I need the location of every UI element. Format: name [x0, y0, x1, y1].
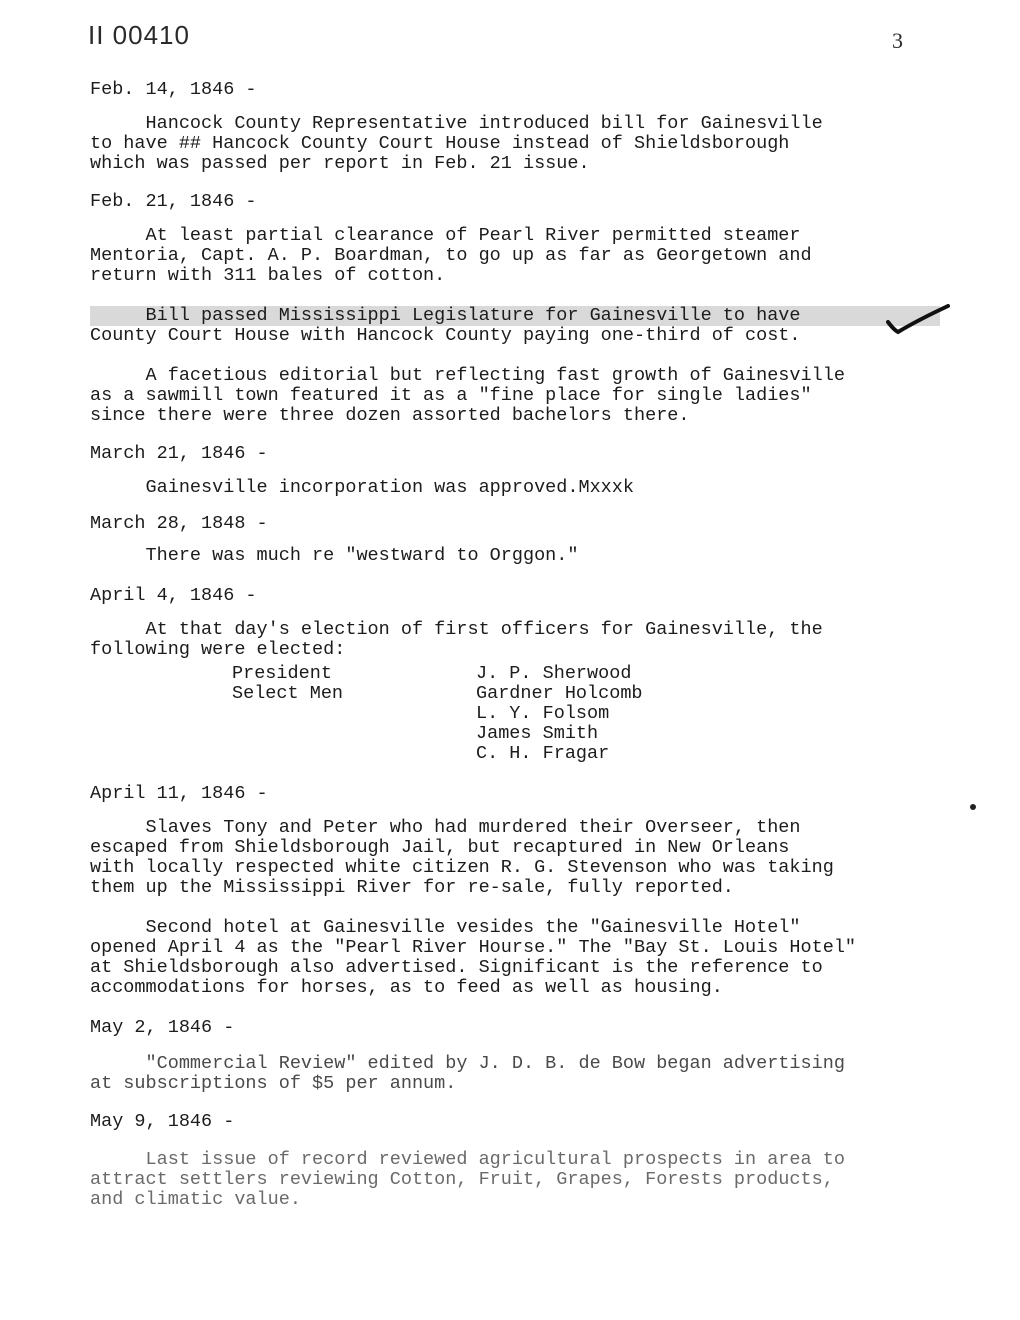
paragraph-line: Second hotel at Gainesville vesides the "Gainesville Hotel"	[90, 917, 801, 938]
entry-date: May 2, 1846 -	[90, 1017, 235, 1038]
entry-paragraph	[90, 306, 940, 346]
paragraph-line: at subscriptions of $5 per annum.	[90, 1073, 457, 1094]
officer-row	[232, 744, 643, 764]
officer-name: L. Y. Folsom	[476, 703, 610, 724]
officer-row	[232, 724, 643, 744]
entry-date: April 11, 1846 -	[90, 783, 268, 804]
paragraph-line: to have ## Hancock County Court House instead of Shieldsborough	[90, 133, 790, 154]
paragraph-line: escaped from Shieldsborough Jail, but recaptured in New Orleans	[90, 837, 790, 858]
entry-paragraph	[90, 546, 940, 566]
officer-name: C. H. Fragar	[476, 743, 610, 764]
officers-list	[232, 664, 643, 764]
stray-mark	[970, 804, 976, 810]
officer-name: J. P. Sherwood	[476, 663, 632, 684]
officer-title: Select Men	[232, 683, 344, 704]
paragraph-line: opened April 4 as the "Pearl River Hourse." The "Bay St. Louis Hotel"	[90, 937, 857, 958]
officer-row	[232, 664, 643, 684]
officer-title: President	[232, 663, 332, 684]
page-number: 3	[892, 28, 903, 53]
paragraph-line: Mentoria, Capt. A. P. Boardman, to go up as far as Georgetown and	[90, 245, 812, 266]
paragraph-line: A facetious editorial but reflecting fast growth of Gainesville	[90, 365, 845, 386]
paragraph-line: Hancock County Representative introduced bill for Gainesville	[90, 113, 823, 134]
entry-paragraph	[90, 918, 940, 998]
officer-row	[232, 704, 643, 724]
officer-name: Gardner Holcomb	[476, 683, 643, 704]
paragraph-line: Slaves Tony and Peter who had murdered their Overseer, then	[90, 817, 801, 838]
entry-date: May 9, 1846 -	[90, 1111, 235, 1132]
entry-paragraph	[90, 478, 940, 498]
entry-paragraph	[90, 818, 940, 898]
paragraph-line: At least partial clearance of Pearl River permitted steamer	[90, 225, 801, 246]
entry-date: March 28, 1848 -	[90, 513, 268, 534]
entry-date: Feb. 14, 1846 -	[90, 79, 257, 100]
entry-date: April 4, 1846 -	[90, 585, 257, 606]
paragraph-line: which was passed per report in Feb. 21 issue.	[90, 153, 590, 174]
entry-paragraph	[90, 1150, 940, 1210]
paragraph-line: There was much re "westward to Orggon."	[90, 545, 579, 566]
paragraph-line: since there were three dozen assorted bachelors there.	[90, 405, 690, 426]
paragraph-line: Bill passed Mississippi Legislature for Gainesville to have	[90, 306, 940, 326]
paragraph-line: as a sawmill town featured it as a "fine place for single ladies"	[90, 385, 812, 406]
paragraph-line: and climatic value.	[90, 1189, 301, 1210]
document-id: II 00410	[88, 20, 190, 50]
officer-title	[232, 704, 476, 724]
paragraph-line: At that day's election of first officers for Gainesville, the	[90, 619, 823, 640]
entry-paragraph	[90, 620, 940, 660]
entry-paragraph	[90, 226, 940, 286]
paragraph-line: with locally respected white citizen R. G. Stevenson who was taking	[90, 857, 834, 878]
paragraph-line: accommodations for horses, as to feed as well as housing.	[90, 977, 723, 998]
paragraph-line: return with 311 bales of cotton.	[90, 265, 446, 286]
paragraph-line: attract settlers reviewing Cotton, Fruit, Grapes, Forests products,	[90, 1169, 834, 1190]
entry-date: March 21, 1846 -	[90, 443, 268, 464]
entry-paragraph	[90, 1054, 940, 1094]
paragraph-line: at Shieldsborough also advertised. Significant is the reference to	[90, 957, 823, 978]
entry-date: Feb. 21, 1846 -	[90, 191, 257, 212]
entry-paragraph	[90, 366, 940, 426]
checkmark-icon	[884, 300, 954, 340]
paragraph-line: Gainesville incorporation was approved.Mxxxk	[90, 477, 634, 498]
officer-title	[232, 724, 476, 744]
officer-row	[232, 684, 643, 704]
paragraph-line: County Court House with Hancock County paying one-third of cost.	[90, 325, 801, 346]
paragraph-line: Last issue of record reviewed agricultural prospects in area to	[90, 1149, 845, 1170]
paragraph-line: following were elected:	[90, 639, 346, 660]
paragraph-line: them up the Mississippi River for re-sale, fully reported.	[90, 877, 734, 898]
officer-name: James Smith	[476, 723, 599, 744]
paragraph-line: "Commercial Review" edited by J. D. B. de Bow began advertising	[90, 1053, 845, 1074]
entry-paragraph	[90, 114, 940, 174]
officer-title	[232, 744, 476, 764]
